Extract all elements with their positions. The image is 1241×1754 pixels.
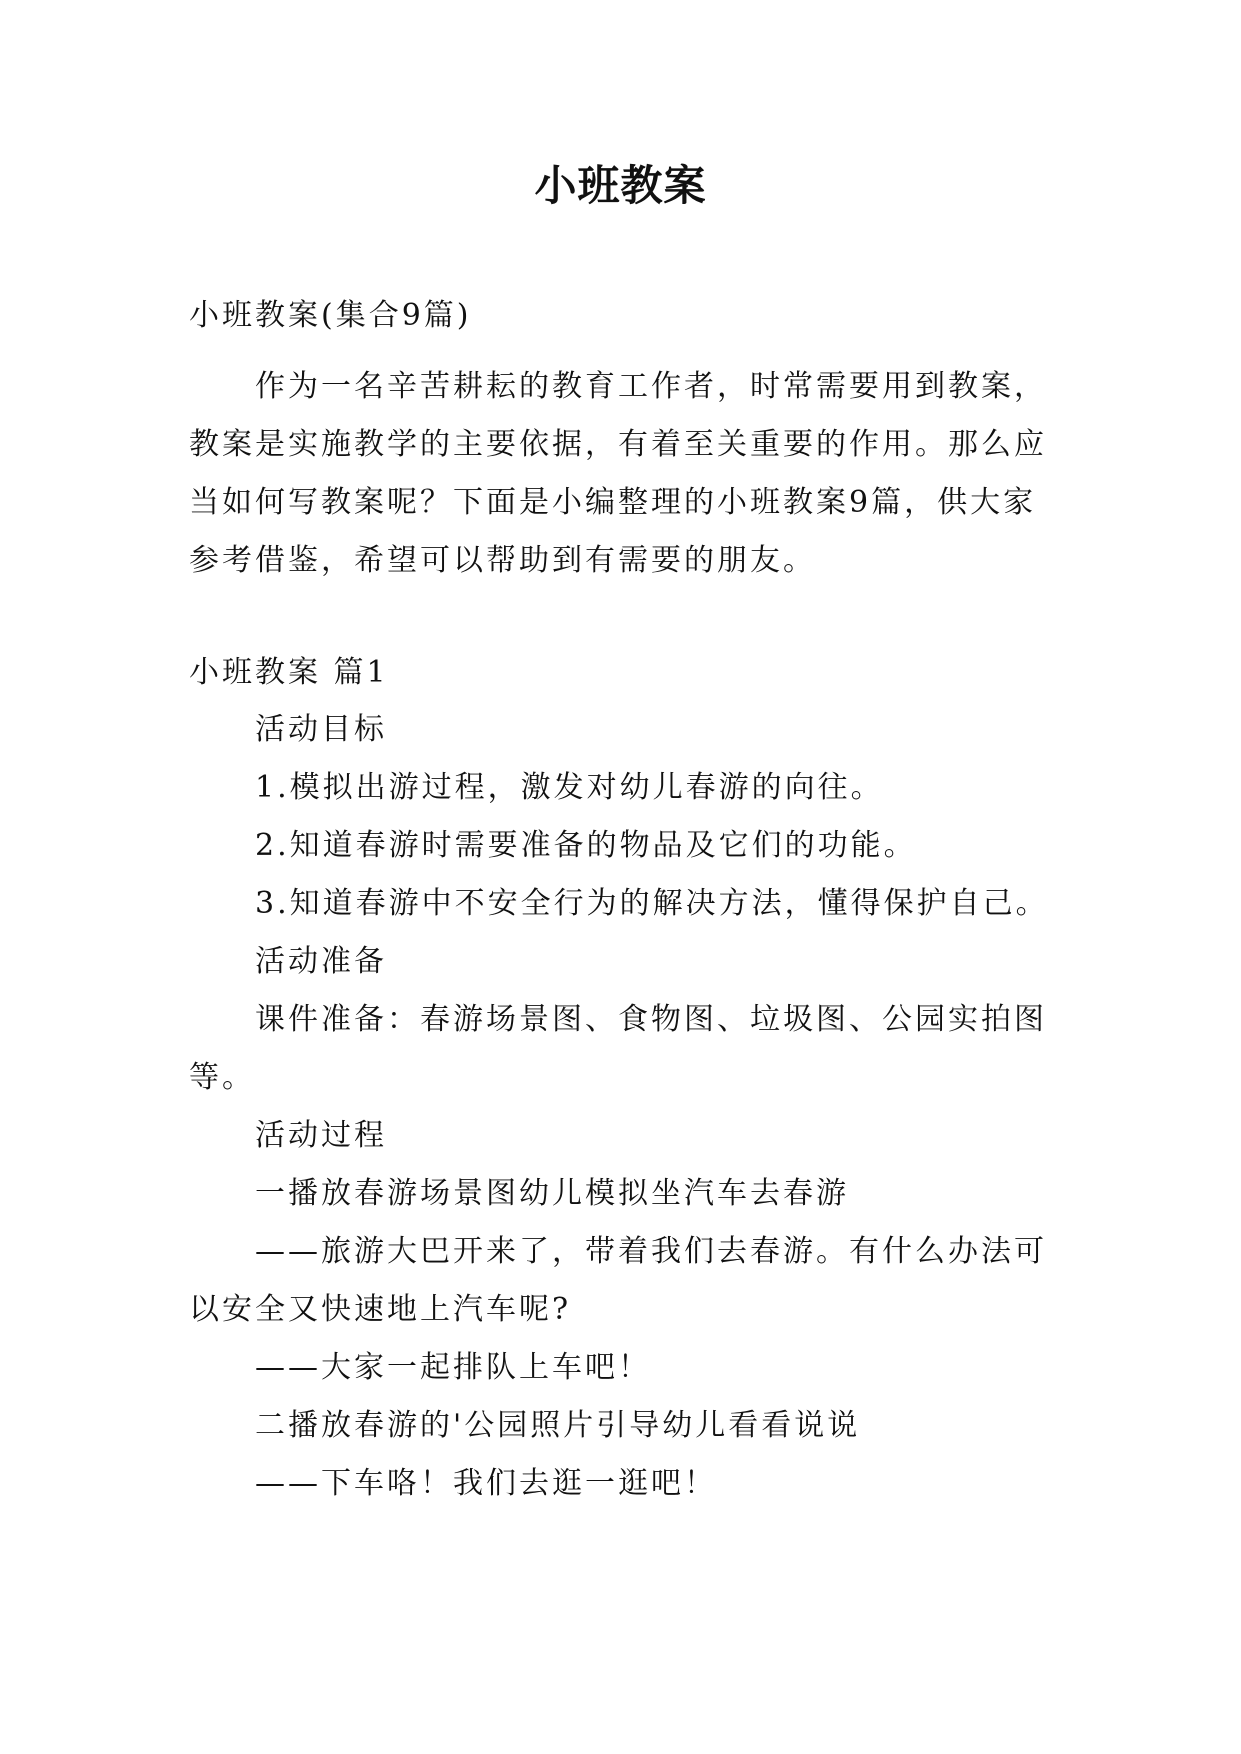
body-line: 课件准备：春游场景图、食物图、垃圾图、公园实拍图 <box>255 1002 1047 1037</box>
list-item: 3.知道春游中不安全行为的解决方法，懂得保护自己。 <box>255 886 1049 921</box>
intro-line: 参考借鉴，希望可以帮助到有需要的朋友。 <box>189 543 816 578</box>
body-line: 二播放春游的'公园照片引导幼儿看看说说 <box>255 1408 861 1443</box>
list-item: 2.知道春游时需要准备的物品及它们的功能。 <box>255 828 917 863</box>
document-subtitle: 小班教案(集合9篇) <box>189 298 472 333</box>
intro-line: 作为一名辛苦耕耘的教育工作者，时常需要用到教案， <box>255 369 1047 404</box>
document-title: 小班教案 <box>534 161 707 210</box>
intro-line: 教案是实施教学的主要依据，有着至关重要的作用。那么应 <box>189 427 1047 462</box>
body-line: 等。 <box>189 1060 255 1095</box>
body-line: 以安全又快速地上汽车呢? <box>189 1292 572 1327</box>
list-item: 1.模拟出游过程，激发对幼儿春游的向往。 <box>255 770 884 805</box>
body-line: ——下车咯！我们去逛一逛吧！ <box>255 1466 717 1501</box>
section-subheading: 活动目标 <box>255 712 387 747</box>
body-line: ——旅游大巴开来了，带着我们去春游。有什么办法可 <box>255 1234 1047 1269</box>
section-subheading: 活动过程 <box>255 1118 387 1153</box>
section-heading: 小班教案 篇1 <box>189 655 389 690</box>
body-line: ——大家一起排队上车吧！ <box>255 1350 651 1385</box>
intro-line: 当如何写教案呢？下面是小编整理的小班教案9篇，供大家 <box>189 485 1037 520</box>
section-subheading: 活动准备 <box>255 944 387 979</box>
body-line: 一播放春游场景图幼儿模拟坐汽车去春游 <box>255 1176 849 1211</box>
